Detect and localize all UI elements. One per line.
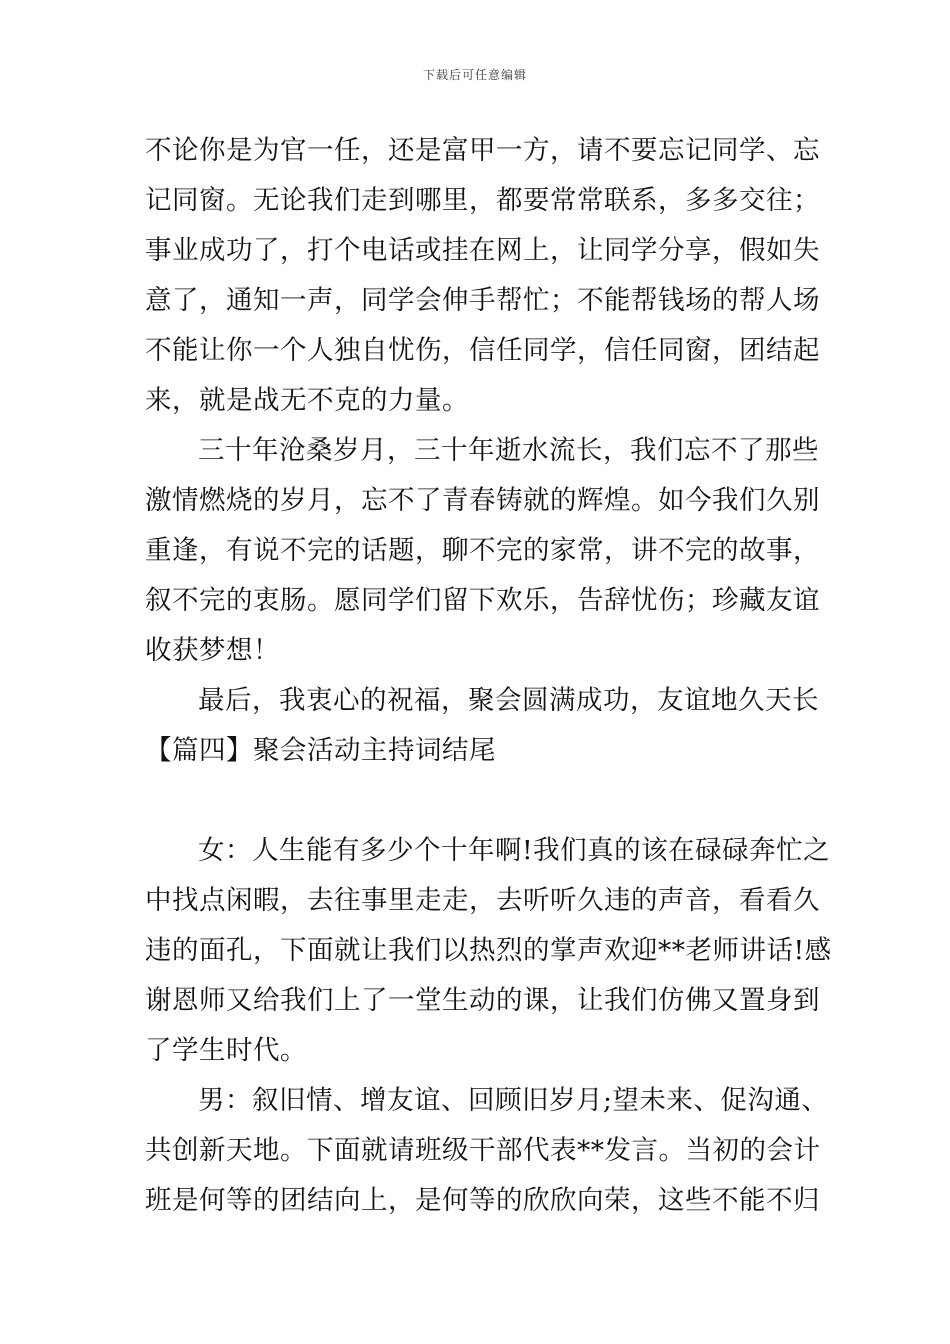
paragraph [145,126,820,426]
text-line: 收获梦想！ [145,635,280,666]
text-line: 【篇四】聚会活动主持词结尾 [145,735,496,766]
text-line: 激情燃烧的岁月，忘不了青春铸就的辉煌。如今我们久别 [145,485,820,516]
text-line: 不论你是为官一任，还是富甲一方，请不要忘记同学、忘 [145,135,820,166]
section-heading [145,726,809,776]
text-line: 事业成功了，打个电话或挂在网上，让同学分享，假如失 [145,235,820,266]
text-line: 记同窗。无论我们走到哪里，都要常常联系，多多交往； [145,185,820,216]
text-line: 班是何等的团结向上，是何等的欣欣向荣，这些不能不归 [145,1185,820,1216]
text-line: 最后，我衷心的祝福，聚会圆满成功，友谊地久天长 [198,685,819,716]
text-line: 不能让你一个人独自忧伤，信任同学，信任同窗，团结起 [145,335,820,366]
text-line: 来，就是战无不克的力量。 [145,385,469,416]
document-body [145,126,832,1226]
paragraph [145,676,819,726]
text-line: 违的面孔，下面就让我们以热烈的掌声欢迎**老师讲话!感 [145,935,832,966]
text-line: 男：叙旧情、增友谊、回顾旧岁月;望未来、促沟通、 [198,1085,829,1116]
page-header: 下载后可任意编辑 [422,68,527,82]
paragraph [145,1076,829,1226]
text-line: 谢恩师又给我们上了一堂生动的课，让我们仿佛又置身到 [145,985,820,1016]
text-line: 三十年沧桑岁月，三十年逝水流长，我们忘不了那些 [198,435,819,466]
text-line: 了学生时代。 [145,1035,307,1066]
text-line: 叙不完的衷肠。愿同学们留下欢乐，告辞忧伤；珍藏友谊 [145,585,820,616]
text-line: 中找点闲暇，去往事里走走，去听听久违的声音，看看久 [145,885,820,916]
text-line: 重逢，有说不完的话题，聊不完的家常，讲不完的故事， [145,535,820,566]
paragraph [145,826,832,1076]
blank-line [145,776,809,826]
text-line: 意了，通知一声，同学会伸手帮忙；不能帮钱场的帮人场 [145,285,820,316]
text-line: 共创新天地。下面就请班级干部代表**发言。当初的会计 [145,1135,821,1166]
paragraph [145,426,820,676]
text-line: 女：人生能有多少个十年啊!我们真的该在碌碌奔忙之 [198,835,831,866]
